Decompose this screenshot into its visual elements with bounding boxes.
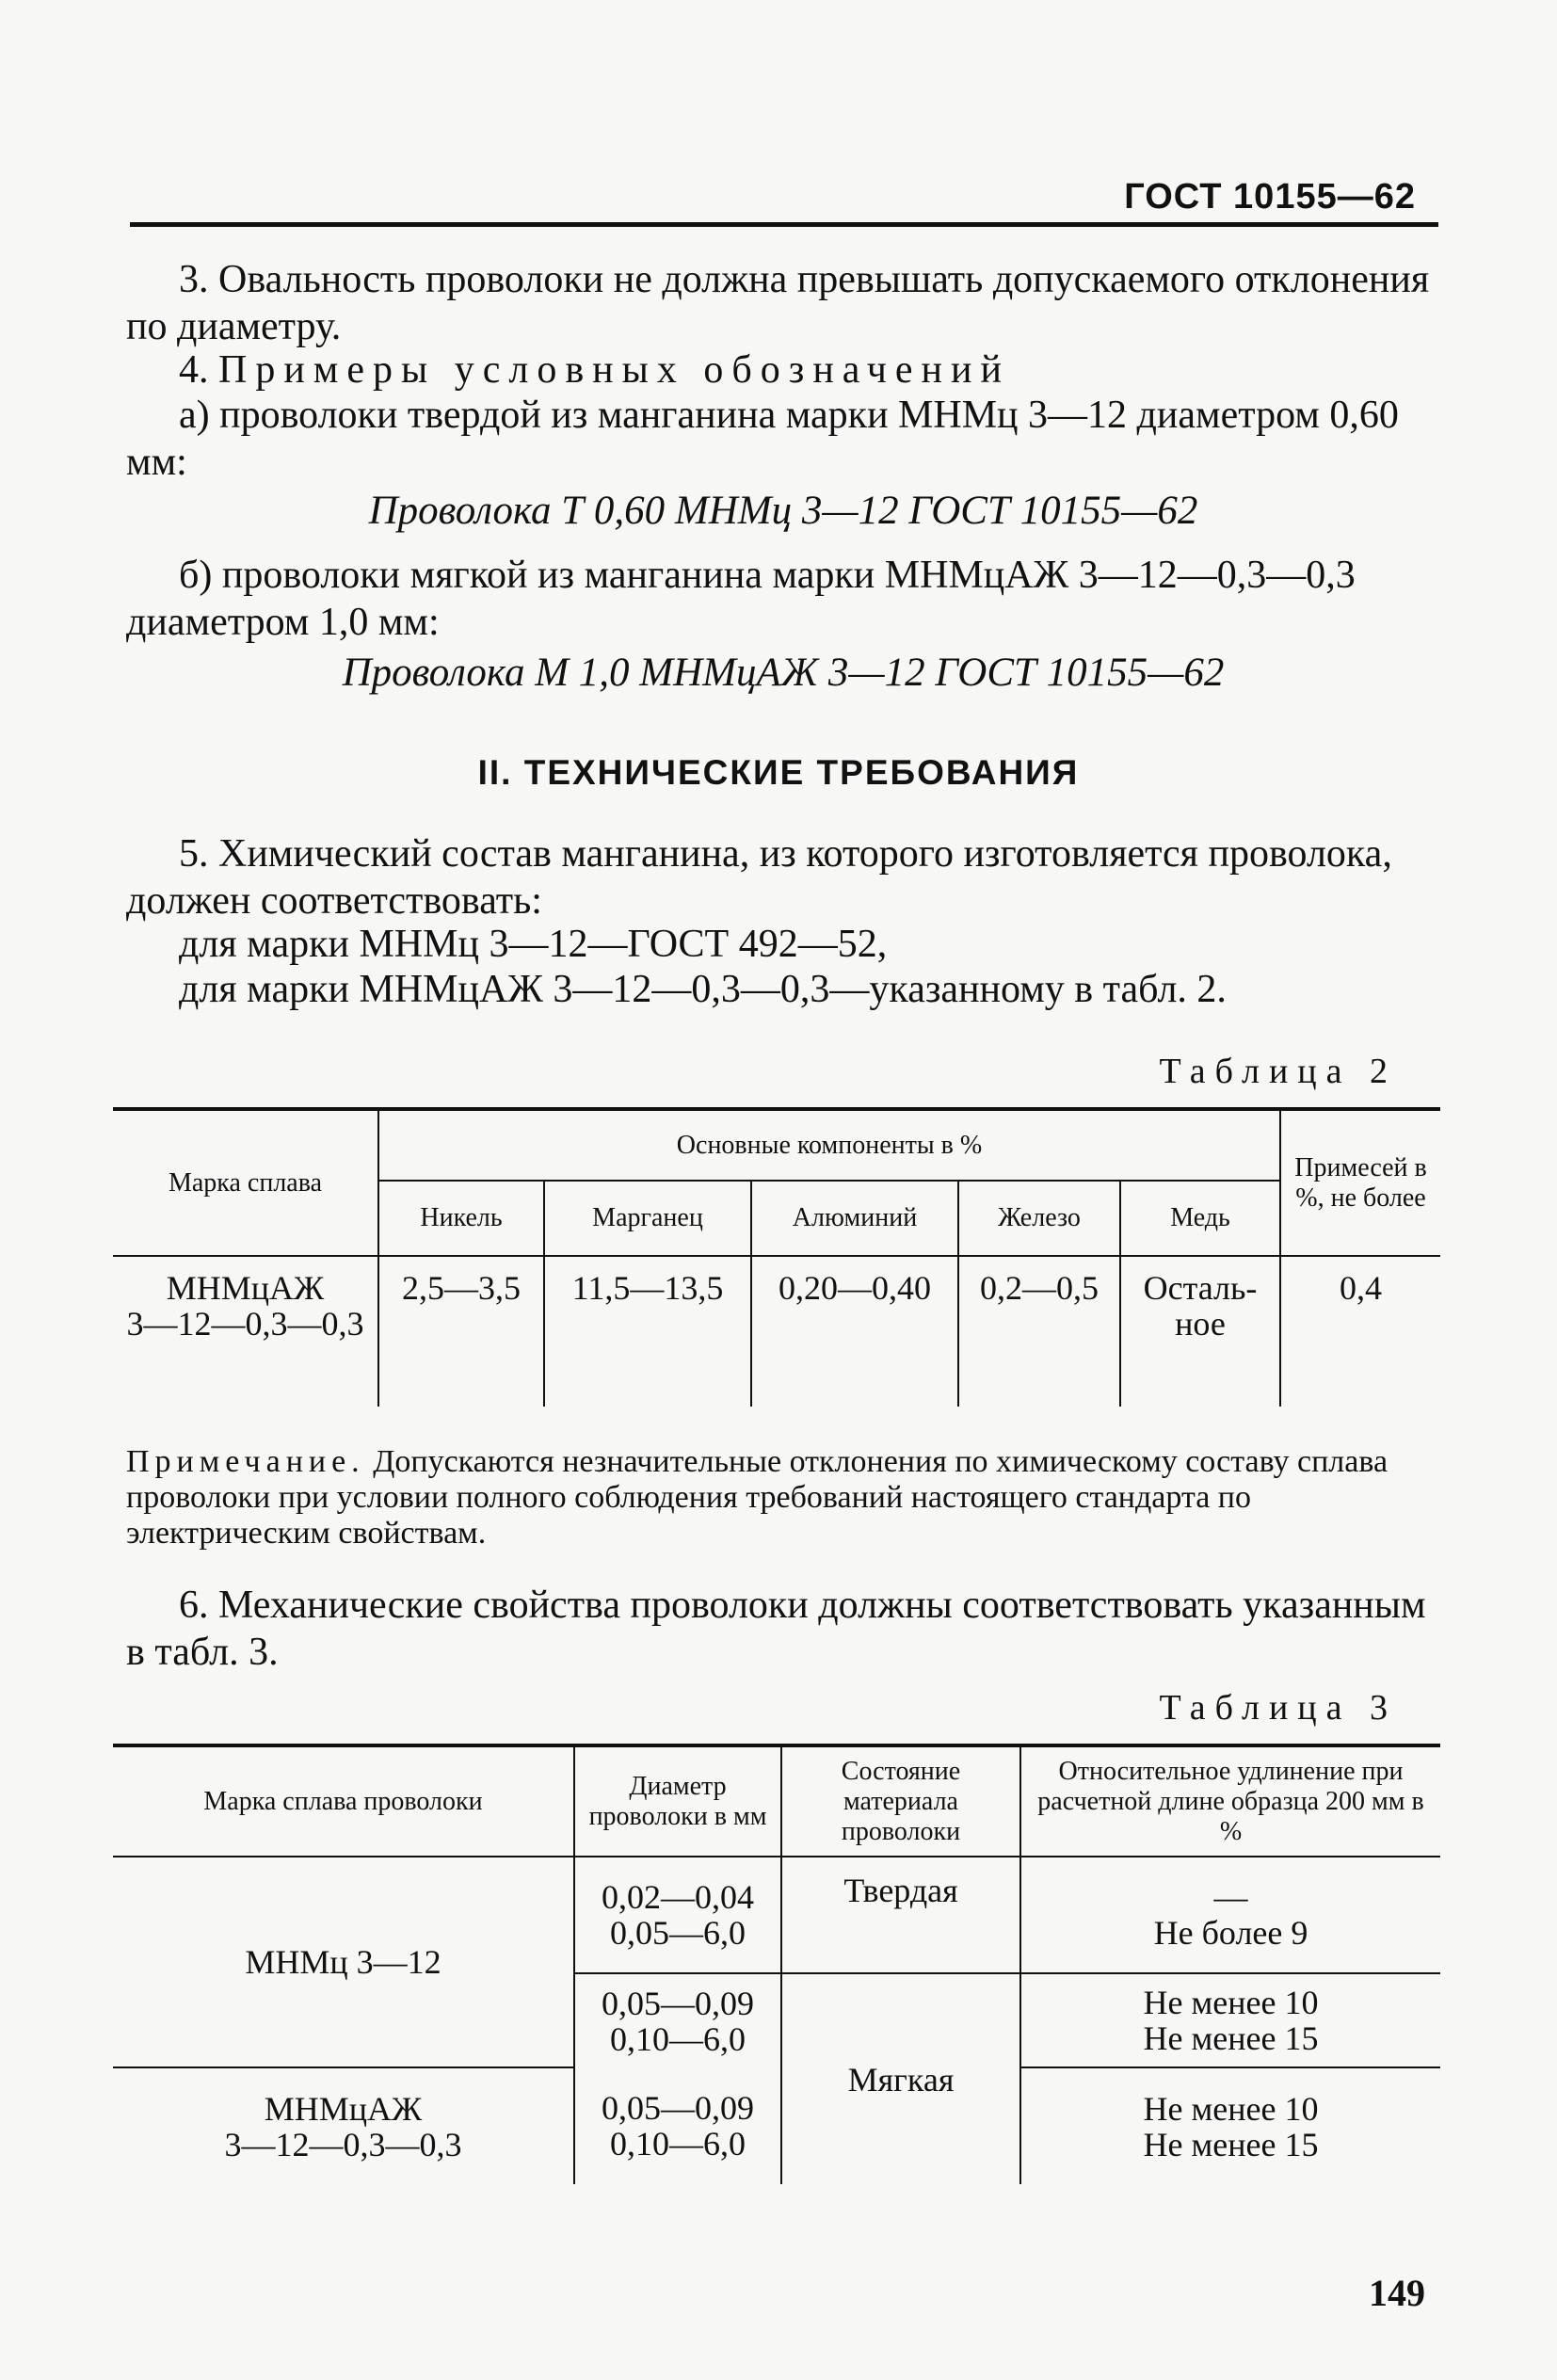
- paragraph-4a: а) проволоки твердой из манганина марки МНМц 3—12 диаметром 0,60 мм:: [126, 394, 1399, 484]
- t3-e2b: Не менее 15: [1143, 2019, 1319, 2057]
- t3-cell-diameter-1: [574, 1857, 781, 1973]
- t3-cell-elongation-3: [1020, 2067, 1440, 2184]
- paragraph-4b: б) проволоки мягкой из манганина марки МНМцАЖ 3—12—0,3—0,3 диаметром 1,0 мм:: [126, 554, 1356, 644]
- table-3: [113, 1744, 1440, 2184]
- t2-header-manganese: Марганец: [544, 1181, 751, 1256]
- paragraph-4-title: [126, 346, 1440, 394]
- t3-grade2-line-2: 3—12—0,3—0,3: [224, 2125, 462, 2163]
- t2-header-impurities: Примесей в %, не более: [1280, 1109, 1440, 1256]
- t3-e2a: Не менее 10: [1143, 1984, 1319, 2021]
- paragraph-3: 3. Овальность проволоки не должна превышать допускаемого отклонения по диаметру.: [126, 258, 1430, 348]
- t3-d1b: 0,05—6,0: [610, 1914, 746, 1952]
- t2-cell-manganese: 11,5—13,5: [544, 1256, 751, 1407]
- t2-cell-copper: [1120, 1256, 1280, 1407]
- document-code: ГОСТ 10155—62: [1124, 177, 1416, 217]
- note-label: Примечание.: [126, 1444, 365, 1479]
- t3-cell-state-soft: Мягкая: [781, 1973, 1020, 2184]
- table-2-note: [126, 1444, 1440, 1552]
- paragraph-5-line-1: для марки МНМц 3—12—ГОСТ 492—52,: [179, 923, 888, 966]
- t3-header-grade: Марка сплава проволоки: [113, 1745, 574, 1857]
- t2-copper-line-2: ное: [1175, 1305, 1226, 1343]
- t2-cell-nickel: 2,5—3,5: [378, 1256, 544, 1407]
- table-2: [113, 1107, 1440, 1407]
- table-2-caption: Таблица 2: [1159, 1052, 1397, 1091]
- t2-cell-iron: 0,2—0,5: [958, 1256, 1120, 1407]
- section-title: II. ТЕХНИЧЕСКИЕ ТРЕБОВАНИЯ: [477, 753, 1080, 792]
- t3-cell-diameter-3: [574, 2067, 781, 2184]
- t2-header-main: Основные компоненты в %: [378, 1109, 1280, 1181]
- table-row: [113, 2067, 1440, 2184]
- paragraph-5-line-2: для марки МНМцАЖ 3—12—0,3—0,3—указанному в табл. 2.: [179, 968, 1227, 1011]
- t2-header-grade: Марка сплава: [113, 1109, 378, 1256]
- table-row: [113, 1857, 1440, 1973]
- t2-cell-grade: [113, 1256, 378, 1407]
- t2-header-aluminum: Алюминий: [751, 1181, 958, 1256]
- header-rule: [130, 222, 1438, 227]
- t3-e3a: Не менее 10: [1143, 2089, 1319, 2128]
- table-3-caption: Таблица 3: [1159, 1688, 1397, 1728]
- t3-header-state: Состояние материала проволоки: [781, 1745, 1020, 1857]
- t3-e1a: —: [1213, 1878, 1248, 1916]
- t3-d2a: 0,05—0,09: [602, 1984, 754, 2022]
- t3-grade2-line-1: МНМцАЖ: [264, 2089, 423, 2128]
- t3-cell-diameter-2: [574, 1973, 781, 2067]
- t2-header-iron: Железо: [958, 1181, 1120, 1256]
- paragraph-4-number: 4.: [179, 348, 209, 392]
- t2-grade-line-2: 3—12—0,3—0,3: [126, 1305, 364, 1343]
- page-number: 149: [1369, 2272, 1425, 2314]
- t3-cell-grade-1: МНМц 3—12: [113, 1857, 574, 2067]
- paragraph-4-heading: Примеры условных обозначений: [218, 348, 1010, 392]
- t3-e3b: Не менее 15: [1143, 2125, 1319, 2163]
- t3-d2b: 0,10—6,0: [610, 2019, 746, 2058]
- t2-cell-impurities: 0,4: [1340, 1269, 1383, 1307]
- table-row: [113, 1256, 1440, 1407]
- t3-d1a: 0,02—0,04: [602, 1878, 754, 1916]
- note-text: Допускаются незначительные отклонения по химическому составу сплава проволоки при условии полного соблюдения требований настоящего стандарта по электрическим свойствам.: [126, 1444, 1388, 1551]
- example-a: Проволока Т 0,60 МНМц 3—12 ГОСТ 10155—62: [368, 489, 1198, 533]
- t3-e1b: Не более 9: [1153, 1914, 1308, 1952]
- t3-cell-state-hard: Твердая: [781, 1857, 1020, 1973]
- t2-grade-line-1: МНМцАЖ: [166, 1269, 325, 1307]
- example-b: Проволока М 1,0 МНМцАЖ 3—12 ГОСТ 10155—62: [342, 651, 1225, 695]
- t2-cell-aluminum: 0,20—0,40: [751, 1256, 958, 1407]
- t2-header-nickel: Никель: [378, 1181, 544, 1256]
- t3-header-diameter: Диаметр проволоки в мм: [574, 1745, 781, 1857]
- paragraph-6: 6. Механические свойства проволоки должны соответствовать указанным в табл. 3.: [126, 1584, 1426, 1674]
- t3-header-elongation: Относительное удлинение при расчетной длине образца 200 мм в %: [1020, 1745, 1440, 1857]
- t3-cell-grade-2: [113, 2067, 574, 2184]
- t3-d3b: 0,10—6,0: [610, 2125, 746, 2163]
- paragraph-5: 5. Химический состав манганина, из которого изготовляется проволока, должен соответствовать:: [126, 832, 1392, 923]
- t2-header-copper: Медь: [1120, 1181, 1280, 1256]
- t3-cell-elongation-1: [1020, 1857, 1440, 1973]
- t3-d3a: 0,05—0,09: [602, 2089, 754, 2127]
- t3-cell-elongation-2: [1020, 1973, 1440, 2067]
- t2-copper-line-1: Осталь-: [1143, 1269, 1258, 1307]
